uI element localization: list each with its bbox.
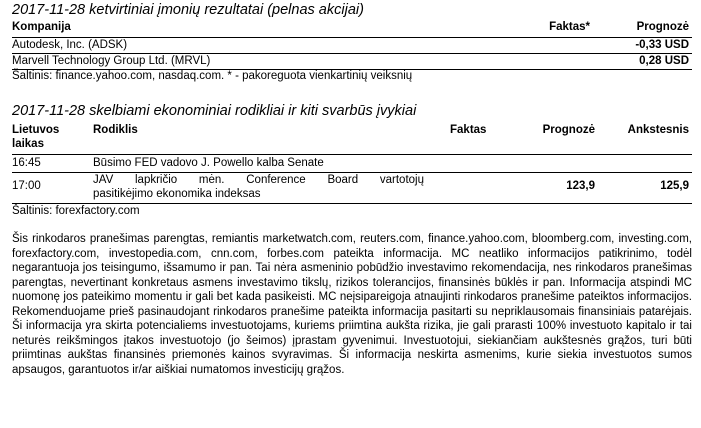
events-table-bottom <box>12 203 692 204</box>
earnings-header-actual: Faktas* <box>549 21 590 33</box>
earnings-header-forecast: Prognozė <box>636 21 689 33</box>
events-row-forecast: 123,9 <box>566 180 595 192</box>
earnings-title: 2017-11-28 ketvirtiniai įmonių rezultatai (pelnas akcijai) <box>12 2 364 18</box>
events-row-previous: 125,9 <box>660 180 689 192</box>
events-header-forecast: Prognozė <box>542 124 595 136</box>
events-header-time-line1: Lietuvos <box>12 124 60 136</box>
events-header-divider <box>12 154 692 155</box>
events-header-previous: Ankstesnis <box>627 124 689 136</box>
earnings-source: Šaltinis: finance.yahoo.com, nasdaq.com. * - pakoreguota vienkartinių veiksnių <box>12 70 413 82</box>
events-row-indicator-line1: JAV lapkričio mėn. Conference Board vartotojų <box>93 174 424 186</box>
events-row-indicator-line2: pasitikėjimo ekonomika indeksas <box>93 188 261 200</box>
disclaimer-paragraph: Šis rinkodaros pranešimas parengtas, remiantis marketwatch.com, reuters.com, finance.yahoo.com, bloomberg.com, investing.com, forexfactory.com, investopedia.com, cnn.com, forbes.com pateikta informacija. MC neatliko informacijos patikrinimo, todėl negarantuoja jos teisingumo, išsamumo ir pan. Tai nėra asmeninio pobūdžio investavimo rekomendacija, nes rinkodaros pranešimas parengtas, nevertinant konkretaus asmens investavimo tikslų, rizikos tolerancijos, finansinės būklės ir pan. Informacija atspindi MC nuomonę jos pateikimo momentu ir gali bet kada pasikeisti. MC neįsipareigoja atnaujinti rinkodaros pranešime pateiktos informacijos. Rekomenduojame prieš pasinaudojant rinkodaros pranešime pateikta informacija pasitarti su nepriklausomais finansiniais patarėjais. Ši informacija yra skirta potencialiems investuotojams, kuriems priimtina aukšta rizika, jie gali prarasti 100% investuoto kapitalo ir tai neturės reikšmingos įtakos investuotojo (jo šeimos) įprastam gyvenimui. Investuotojui, siekiančiam aukštesnės grąžos, turi būti priimtinas aukštas finansinės priemonės kainos svyravimas. Ši informacija neskirta asmenims, kurie siekia investuotos sumos apsaugos, garantuotos ir/ar aiškiai numatomos investicijų grąžos. <box>12 233 692 376</box>
events-header-indicator: Rodiklis <box>93 124 138 136</box>
earnings-row-company: Autodesk, Inc. (ADSK) <box>12 39 128 51</box>
earnings-row-forecast: -0,33 USD <box>635 39 689 51</box>
events-row-time: 16:45 <box>12 157 41 169</box>
events-row-indicator: Būsimo FED vadovo J. Powello kalba Senate <box>93 157 324 169</box>
events-row-time: 17:00 <box>12 180 41 192</box>
events-title: 2017-11-28 skelbiami ekonominiai rodikliai ir kiti svarbūs įvykiai <box>12 103 417 119</box>
earnings-header-company: Kompanija <box>12 21 71 33</box>
events-source: Šaltinis: forexfactory.com <box>12 205 140 217</box>
earnings-header-divider <box>12 37 692 38</box>
events-header-actual: Faktas <box>450 124 487 136</box>
earnings-row-divider <box>12 53 692 54</box>
events-row-divider <box>12 172 692 173</box>
events-header-time-line2: laikas <box>12 138 44 150</box>
earnings-row-company: Marvell Technology Group Ltd. (MRVL) <box>12 55 211 67</box>
earnings-row-forecast: 0,28 USD <box>639 55 689 67</box>
